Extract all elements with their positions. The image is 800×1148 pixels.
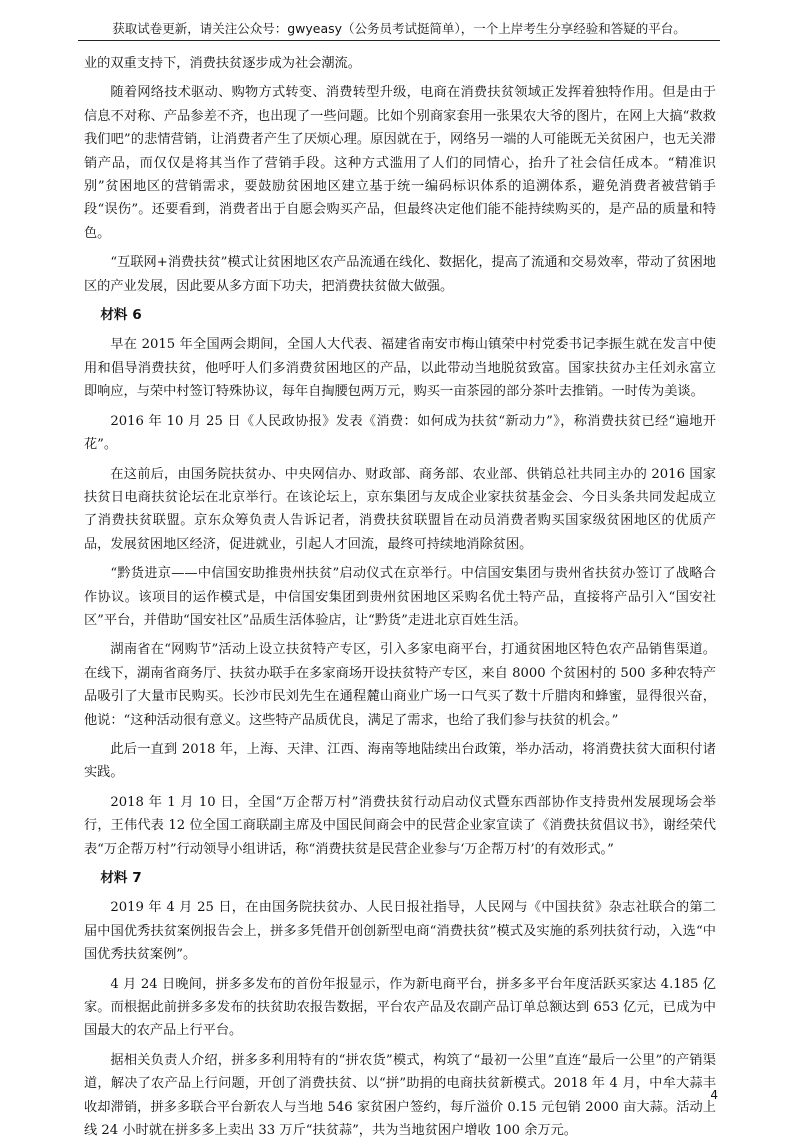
paragraph: 据相关负责人介绍，拼多多利用特有的“拼农货”模式，构筑了“最初一公里”直连“最后一公里”的产销渠道，解决了农产品上行问题，开创了消费扶贫、以“拼”助捐的电商扶贫新模式。2018 年 4 月，中牟大蒜丰收却滞销，拼多多联合平台新农人与当地 546 家贫困户签约，每斤溢价 0.15 元包销 2000 亩大蒜。活动上线 24 小时就在拼多多上卖出 33 万斤“扶贫蒜”，共为当地贫困户增收 100 余万元。 bbox=[84, 1052, 716, 1139]
paragraph: 随着网络技术驱动、购物方式转变、消费转型升级，电商在消费扶贫领域正发挥着独特作用。但是由于信息不对称、产品参差不齐，也出现了一些问题。比如个别商家套用一张果农大爷的图片，在网上大搞“救救我们吧”的悲情营销，让消费者产生了厌烦心理。原因就在于，网络另一端的人可能既无关贫困户，也无关滞销产品，而仅仅是将其当作了营销手段。这种方式滥用了人们的同情心，抬升了社会信任成本。“精准识别”贫困地区的营销需求，要鼓励贫困地区建立基于统一编码标识体系的追溯体系，避免消费者被营销手段“误伤”。还要看到，消费者出于自愿会购买产品，但最终决定他们能不能持续购买的，是产品的质量和特色。 bbox=[84, 85, 716, 241]
paragraph: 2019 年 4 月 25 日，在由国务院扶贫办、人民日报社指导，人民网与《中国扶贫》杂志社联合的第二届中国优秀扶贫案例报告会上，拼多多凭借开创创新型电商“消费扶贫”模式及实施的系列扶贫行动，入选“中国优秀扶贫案例”。 bbox=[84, 900, 716, 963]
document-body bbox=[84, 52, 716, 1148]
paragraph: “互联网+消费扶贫”模式让贫困地区农产品流通在线化、数据化，提高了流通和交易效率，带动了贫困地区的产业发展，因此要从多方面下功夫，把消费扶贫做大做强。 bbox=[84, 255, 716, 294]
paragraph: 2016 年 10 月 25 日《人民政协报》发表《消费：如何成为扶贫“新动力”》，称消费扶贫已经“遍地开花”。 bbox=[84, 413, 716, 453]
paragraph: 4 月 24 日晚间，拼多多发布的首份年报显示，作为新电商平台，拼多多平台年度活跃买家达 4.185 亿家。而根据此前拼多多发布的扶贫助农报告数据，平台农产品及农副产品订单总额达到 653 亿元，已成为中国最大的农产品上行平台。 bbox=[84, 976, 716, 1039]
paragraph: 在这前后，由国务院扶贫办、中央网信办、财政部、商务部、农业部、供销总社共同主办的 2016 国家扶贫日电商扶贫论坛在北京举行。在该论坛上，京东集团与友成企业家扶贫基金会、今日头条共同发起成立了消费扶贫联盟。京东众筹负责人告诉记者，消费扶贫联盟旨在动员消费者购买国家级贫困地区的优质产品，发展贫困地区经济，促进就业，引起人才回流，最终可持续地消除贫困。 bbox=[84, 466, 716, 552]
paragraph: 2018 年 1 月 10 日，全国“万企帮万村”消费扶贫行动启动仪式暨东西部协作支持贵州发展现场会举行，王伟代表 12 位全国工商联副主席及中国民间商会中的民营企业家宣读了《消费扶贫倡议书》，谢经荣代表“万企帮万村”行动领导小组讲话，称“消费扶贫是民营企业参与‘万企帮万村’的有效形式。” bbox=[84, 794, 716, 857]
section-heading-material-6: 材料 6 bbox=[100, 307, 142, 324]
paragraph: “黔货进京——中信国安助推贵州扶贫”启动仪式在京举行。中信国安集团与贵州省扶贫办签订了战略合作协议。该项目的运作模式是，中信国安集团到贵州贫困地区采购名优土特产品，直接将产品引入“国安社区”平台，并借助“国安社区”品质生活体验店，让“黔货”走进北京百姓生活。 bbox=[84, 566, 716, 628]
section-heading-material-7: 材料 7 bbox=[100, 870, 142, 886]
page-number: 4 bbox=[710, 1088, 718, 1102]
paragraph: 湖南省在“网购节”活动上设立扶贫特产专区，引入多家电商平台，打通贫困地区特色农产品销售渠道。在线下，湖南省商务厅、扶贫办联手在多家商场开设扶贫特产专区，来自 8000 个贫困村的 500 多种农特产品吸引了大量市民购买。长沙市民刘先生在通程麓山商业广场一口气买了数十斤腊肉和蜂蜜，显得很兴奋，他说：“这种活动很有意义。这些特产品质优良，满足了需求，也给了我们参与扶贫的机会。” bbox=[84, 642, 716, 728]
page-header: 获取试卷更新，请关注公众号：gwyeasy（公务员考试挺简单），一个上岸考生分享经验和答疑的平台。 bbox=[78, 20, 720, 41]
paragraph: 早在 2015 年全国两会期间，全国人大代表、福建省南安市梅山镇荣中村党委书记李振生就在发言中使用和倡导消费扶贫，他呼吁人们多消费贫困地区的产品，以此带动当地脱贫致富。国家扶贫办主任刘永富立即响应，与荣中村签订特殊协议，每年自掏腰包两万元，购买一亩茶园的部分茶叶去推销。一时传为美谈。 bbox=[84, 337, 716, 400]
paragraph: 此后一直到 2018 年，上海、天津、江西、海南等地陆续出台政策，举办活动，将消费扶贫大面积付诸实践。 bbox=[84, 741, 716, 781]
paragraph: 业的双重支持下，消费扶贫逐步成为社会潮流。 bbox=[84, 56, 361, 71]
